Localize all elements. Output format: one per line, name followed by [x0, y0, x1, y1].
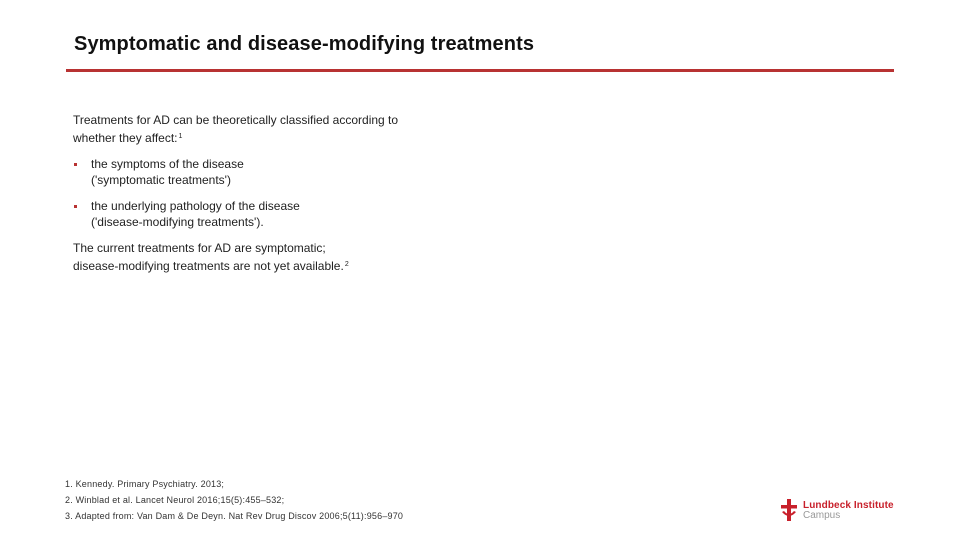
- reference-item: 3. Adapted from: Van Dam & De Deyn. Nat Rev Drug Discov 2006;5(11):956–970: [65, 511, 404, 521]
- slide-title: Symptomatic and disease-modifying treatments: [74, 33, 535, 55]
- bullet-icon: [74, 205, 77, 208]
- intro-paragraph: [73, 113, 453, 146]
- lundbeck-logo-icon: [780, 499, 798, 521]
- lundbeck-logo: [780, 499, 900, 521]
- intro-line-1: Treatments for AD can be theoretically classified according to: [73, 113, 399, 127]
- slide-body: [73, 113, 453, 285]
- conclusion-line-1: The current treatments for AD are symptomatic;: [73, 241, 326, 255]
- treatment-list: [73, 157, 453, 230]
- logo-subtitle: Campus: [803, 510, 841, 521]
- list-item: [73, 157, 453, 188]
- list-item: [73, 199, 453, 230]
- bullet-line-1: the symptoms of the disease: [91, 157, 244, 171]
- references: [65, 476, 403, 524]
- conclusion-paragraph: [73, 241, 453, 274]
- bullet-line-2: ('disease-modifying treatments').: [91, 214, 264, 229]
- title-divider: [66, 69, 894, 72]
- bullet-line-2: ('symptomatic treatments'): [91, 172, 231, 187]
- logo-name: Lundbeck Institute: [803, 500, 894, 511]
- bullet-line-1: the underlying pathology of the disease: [91, 199, 300, 213]
- reference-item: 2. Winblad et al. Lancet Neurol 2016;15(5):455–532;: [65, 495, 285, 505]
- reference-item: 1. Kennedy. Primary Psychiatry. 2013;: [65, 479, 225, 489]
- intro-line-2: whether they affect:: [73, 130, 178, 145]
- intro-ref: 1: [178, 132, 183, 140]
- conclusion-line-2: disease-modifying treatments are not yet available.: [73, 258, 344, 273]
- conclusion-ref: 2: [344, 260, 349, 268]
- bullet-icon: [74, 163, 77, 166]
